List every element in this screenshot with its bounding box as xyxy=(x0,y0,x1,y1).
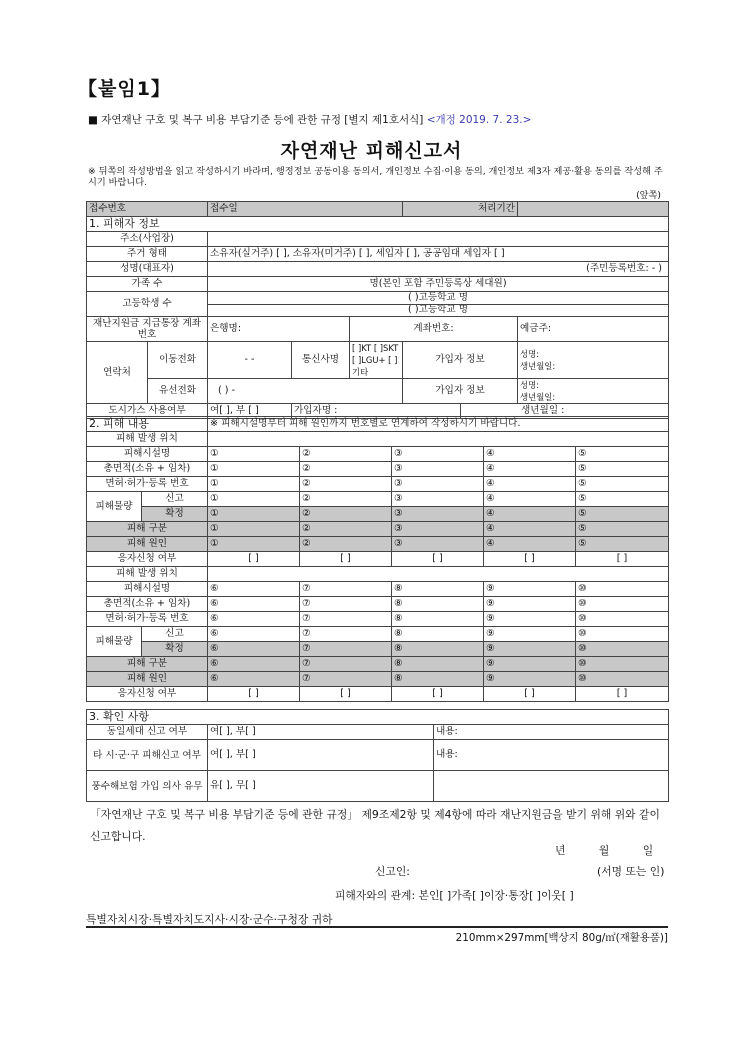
damage-cell[interactable]: ④ xyxy=(484,492,576,507)
same-household-content[interactable]: 내용: xyxy=(434,725,669,740)
bank-field[interactable]: 은행명: xyxy=(208,317,350,342)
housing-label: 주거 형태 xyxy=(87,247,208,262)
address-label: 주소(사업장) xyxy=(87,232,208,247)
damage-cell[interactable]: ⑥ xyxy=(208,582,300,597)
damage-cell[interactable]: ⑤ xyxy=(576,507,669,522)
mobile-sub-name: 성명: xyxy=(520,349,540,359)
quantity-confirm-label: 확정 xyxy=(142,507,208,522)
mobile-field[interactable]: - - xyxy=(208,342,292,379)
damage-cell[interactable]: ⑤ xyxy=(576,492,669,507)
damage-cell[interactable]: ⑧ xyxy=(392,612,484,627)
damage-cell[interactable]: ⑦ xyxy=(300,642,392,657)
damage-cell[interactable]: ⑧ xyxy=(392,597,484,612)
landline-sub-birth: 생년월일: xyxy=(520,392,556,402)
carrier-options[interactable] xyxy=(350,342,403,379)
applicant-label[interactable]: 신고인: xyxy=(375,865,410,878)
damage-cell[interactable]: ⑩ xyxy=(576,612,669,627)
damage-cell[interactable]: ⑤ xyxy=(576,462,669,477)
attachment-label: 【붙임1】 xyxy=(78,78,171,100)
page-side-label: (앞쪽) xyxy=(636,190,661,201)
damage-facility-label: 피해시설명 xyxy=(87,447,208,462)
damage-cell[interactable]: ⑩ xyxy=(576,627,669,642)
damage-cell[interactable]: ⑦ xyxy=(300,627,392,642)
account-label: 재난지원금 지급통장 계좌번호 xyxy=(87,317,208,342)
gas-label: 도시가스 사용여부 xyxy=(87,404,208,419)
insurance-blank xyxy=(434,771,669,802)
declaration-text: 「자연재난 구호 및 복구 비용 부담기준 등에 관한 규정」 제9조제2항 및 제4항에 따라 재난지원금을 받기 위해 위와 같이 신고합니다. xyxy=(90,808,660,843)
loan-check[interactable]: [ ] xyxy=(300,552,392,567)
damage-cell[interactable]: ① xyxy=(208,477,300,492)
carrier-label: 통신사명 xyxy=(292,342,350,379)
damage-cell[interactable]: ④ xyxy=(484,522,576,537)
paper-spec: 210mm×297mm[백상지 80g/㎡(재활용품)] xyxy=(86,926,668,944)
loan-check[interactable]: [ ] xyxy=(484,687,576,702)
damage-cell[interactable]: ⑥ xyxy=(208,642,300,657)
damage-cell[interactable]: ③ xyxy=(392,522,484,537)
loan-check[interactable]: [ ] xyxy=(300,687,392,702)
processing-period-value[interactable] xyxy=(518,202,669,217)
section-1-title: 1. 피해자 정보 xyxy=(87,217,669,232)
mobile-label: 이동전화 xyxy=(148,342,208,379)
damage-cell[interactable]: ⑩ xyxy=(576,657,669,672)
section-3-title: 3. 확인 사항 xyxy=(87,710,669,725)
damage-cell[interactable]: ③ xyxy=(392,537,484,552)
students-label: 고등학생 수 xyxy=(87,292,208,317)
loan-check[interactable]: [ ] xyxy=(392,687,484,702)
landline-subscriber-field[interactable] xyxy=(518,379,669,404)
quantity-confirm-label: 확정 xyxy=(142,642,208,657)
students-field-1[interactable]: ( )고등학교 명 xyxy=(208,292,669,305)
loan-check[interactable]: [ ] xyxy=(576,687,669,702)
landline-sub-name: 성명: xyxy=(520,380,540,390)
damage-cell[interactable]: ⑧ xyxy=(392,672,484,687)
same-household-options[interactable]: 여[ ], 부[ ] xyxy=(208,725,434,740)
damage-cause-label: 피해 원인 xyxy=(87,537,208,552)
loan-check[interactable]: [ ] xyxy=(208,687,300,702)
quantity-report-label: 신고 xyxy=(142,492,208,507)
contact-label: 연락처 xyxy=(87,342,148,404)
relation-options[interactable]: 피해자와의 관계: 본인[ ]가족[ ]이장·통장[ ]이웃[ ] xyxy=(335,889,574,902)
damage-type-label: 피해 구분 xyxy=(87,657,208,672)
damage-cell[interactable]: ② xyxy=(300,462,392,477)
regulation-line xyxy=(88,112,531,127)
family-field[interactable]: 명(본인 포함 주민등록상 세대원) xyxy=(208,277,669,292)
gas-subscriber-name[interactable]: 가입자명 : xyxy=(292,404,461,419)
damage-cell[interactable]: ⑤ xyxy=(576,477,669,492)
other-region-label: 타 시·군·구 피해신고 여부 xyxy=(87,740,208,771)
receipt-date: 접수일 xyxy=(208,202,403,217)
damage-cell[interactable]: ① xyxy=(208,462,300,477)
quantity-report-label: 신고 xyxy=(142,627,208,642)
damage-cell[interactable]: ① xyxy=(208,507,300,522)
gas-subscriber-birth[interactable]: 생년월일 : xyxy=(461,404,669,419)
damage-cell[interactable]: ② xyxy=(300,492,392,507)
loan-check[interactable]: [ ] xyxy=(484,552,576,567)
damage-location-field[interactable] xyxy=(208,432,669,447)
damage-cell[interactable]: ⑨ xyxy=(484,582,576,597)
damage-area-label: 총면적(소유 + 임차) xyxy=(87,462,208,477)
processing-period: 처리기간 xyxy=(403,202,518,217)
quantity-label: 피해물량 xyxy=(87,492,142,522)
carrier-option-1[interactable]: [ ]KT [ ]SKT xyxy=(352,343,399,353)
damage-block-2 xyxy=(87,567,669,702)
damage-table xyxy=(86,416,669,702)
loan-check[interactable]: [ ] xyxy=(208,552,300,567)
damage-cell[interactable]: ⑧ xyxy=(392,582,484,597)
damage-cell[interactable]: ③ xyxy=(392,492,484,507)
account-number-field[interactable]: 계좌번호: xyxy=(350,317,518,342)
report-date[interactable]: 년 월 일 xyxy=(555,844,654,857)
damage-cell[interactable]: ② xyxy=(300,477,392,492)
addressee: 특별자치시장·특별자치도지사·시장·군수·구청장 귀하 xyxy=(86,913,333,926)
damage-cell[interactable]: ⑨ xyxy=(484,597,576,612)
damage-apply-label: 응자신청 여부 xyxy=(87,552,208,567)
gas-options[interactable]: 여[ ], 부 [ ] xyxy=(208,404,292,419)
mobile-subscriber-field[interactable] xyxy=(518,342,669,379)
damage-cell[interactable]: ⑥ xyxy=(208,597,300,612)
damage-cell[interactable]: ⑦ xyxy=(300,597,392,612)
damage-license-label: 면허·허가·등록 번호 xyxy=(87,612,208,627)
damage-cell[interactable]: ① xyxy=(208,522,300,537)
damage-cell[interactable]: ⑧ xyxy=(392,642,484,657)
carrier-option-2[interactable]: [ ]LGU+ [ ]기타 xyxy=(352,355,398,377)
regulation-text: ■ 자연재난 구호 및 복구 비용 부담기준 등에 관한 규정 [별지 제1호서식] xyxy=(88,114,424,126)
damage-cell[interactable]: ⑥ xyxy=(208,627,300,642)
damage-cell[interactable]: ③ xyxy=(392,447,484,462)
other-region-content[interactable]: 내용: xyxy=(434,740,669,771)
damage-cell[interactable]: ② xyxy=(300,522,392,537)
loan-check[interactable]: [ ] xyxy=(392,552,484,567)
damage-cell[interactable]: ③ xyxy=(392,477,484,492)
damage-cell[interactable]: ⑩ xyxy=(576,642,669,657)
damage-cell[interactable]: ⑨ xyxy=(484,672,576,687)
receipt-number: 접수번호 xyxy=(87,202,208,217)
damage-cell[interactable]: ⑥ xyxy=(208,657,300,672)
damage-cell[interactable]: ⑨ xyxy=(484,627,576,642)
name-label: 성명(대표자) xyxy=(87,262,208,277)
damage-cell[interactable]: ① xyxy=(208,447,300,462)
damage-cell[interactable]: ⑧ xyxy=(392,627,484,642)
damage-cell[interactable]: ⑥ xyxy=(208,672,300,687)
damage-type-label: 피해 구분 xyxy=(87,522,208,537)
damage-cell[interactable]: ⑦ xyxy=(300,657,392,672)
confirmation-table xyxy=(86,709,669,802)
damage-cell[interactable]: ⑤ xyxy=(576,447,669,462)
damage-cause-label: 피해 원인 xyxy=(87,672,208,687)
damage-cell[interactable]: ⑦ xyxy=(300,582,392,597)
damage-cell[interactable]: ⑦ xyxy=(300,672,392,687)
same-household-label: 동일세대 신고 여부 xyxy=(87,725,208,740)
section-2-title: 2. 피해 내용 xyxy=(87,417,208,432)
signature-label[interactable]: (서명 또는 인) xyxy=(597,865,665,878)
damage-cell[interactable]: ② xyxy=(300,447,392,462)
landline-field[interactable]: ( ) - xyxy=(208,379,403,404)
damage-cell[interactable]: ④ xyxy=(484,477,576,492)
damage-cell[interactable]: ④ xyxy=(484,447,576,462)
instruction-note: ※ 뒤쪽의 작성방법을 읽고 작성하시기 바라며, 행정정보 공동이용 동의서, 개인정보 수집·이용 동의, 개인정보 제3자 제공·활용 동의를 작성해 주시기 바랍니다. xyxy=(88,166,663,188)
damage-cell[interactable]: ⑧ xyxy=(392,657,484,672)
damage-cell[interactable]: ⑨ xyxy=(484,642,576,657)
damage-cell[interactable]: ⑩ xyxy=(576,582,669,597)
other-region-options[interactable]: 여[ ], 부[ ] xyxy=(208,740,434,771)
damage-cell[interactable]: ② xyxy=(300,537,392,552)
damage-cell[interactable]: ③ xyxy=(392,462,484,477)
damage-cell[interactable]: ⑤ xyxy=(576,537,669,552)
students-field-2[interactable]: ( )고등학교 명 xyxy=(208,304,669,317)
insurance-label: 풍수해보험 가입 의사 유무 xyxy=(87,771,208,802)
family-label: 가족 수 xyxy=(87,277,208,292)
landline-label: 유선전화 xyxy=(148,379,208,404)
damage-cell[interactable]: ② xyxy=(300,507,392,522)
damage-location-field[interactable] xyxy=(208,567,669,582)
insurance-options[interactable]: 유[ ], 무[ ] xyxy=(208,771,434,802)
mobile-sub-birth: 생년월일: xyxy=(520,361,556,371)
damage-cell[interactable]: ⑤ xyxy=(576,522,669,537)
revision-date: <개정 2019. 7. 23.> xyxy=(426,114,532,126)
damage-license-label: 면허·허가·등록 번호 xyxy=(87,477,208,492)
loan-check[interactable]: [ ] xyxy=(576,552,669,567)
damage-cell[interactable]: ④ xyxy=(484,537,576,552)
damage-location-label: 피해 발생 위치 xyxy=(87,567,208,582)
damage-cell[interactable]: ① xyxy=(208,537,300,552)
landline-subscriber-label: 가입자 정보 xyxy=(403,379,518,404)
damage-cell[interactable]: ⑨ xyxy=(484,612,576,627)
holder-field[interactable]: 예금주: xyxy=(518,317,669,342)
damage-apply-label: 응자신청 여부 xyxy=(87,687,208,702)
damage-area-label: 총면적(소유 + 임차) xyxy=(87,597,208,612)
form-title: 자연재난 피해신고서 xyxy=(280,140,463,162)
damage-location-label: 피해 발생 위치 xyxy=(87,432,208,447)
section-2-note: ※ 피해시설명부터 피해 원인까지 번호별로 연계하여 작성하시기 바랍니다. xyxy=(208,417,669,432)
quantity-label: 피해물량 xyxy=(87,627,142,657)
name-field[interactable]: (주민등록번호: - ) xyxy=(208,262,669,277)
victim-info-table xyxy=(86,201,669,419)
damage-cell[interactable]: ⑦ xyxy=(300,612,392,627)
address-field[interactable] xyxy=(208,232,669,247)
damage-cell[interactable]: ⑥ xyxy=(208,612,300,627)
damage-cell[interactable]: ④ xyxy=(484,507,576,522)
housing-options[interactable]: 소유자(실거주) [ ], 소유자(미거주) [ ], 세입자 [ ], 공공임대 세입자 [ ] xyxy=(208,247,669,262)
damage-cell[interactable]: ⑨ xyxy=(484,657,576,672)
damage-cell[interactable]: ⑩ xyxy=(576,597,669,612)
mobile-subscriber-label: 가입자 정보 xyxy=(403,342,518,379)
damage-facility-label: 피해시설명 xyxy=(87,582,208,597)
damage-block-1 xyxy=(87,432,669,567)
damage-cell[interactable]: ⑩ xyxy=(576,672,669,687)
damage-cell[interactable]: ④ xyxy=(484,462,576,477)
damage-cell[interactable]: ③ xyxy=(392,507,484,522)
damage-cell[interactable]: ① xyxy=(208,492,300,507)
